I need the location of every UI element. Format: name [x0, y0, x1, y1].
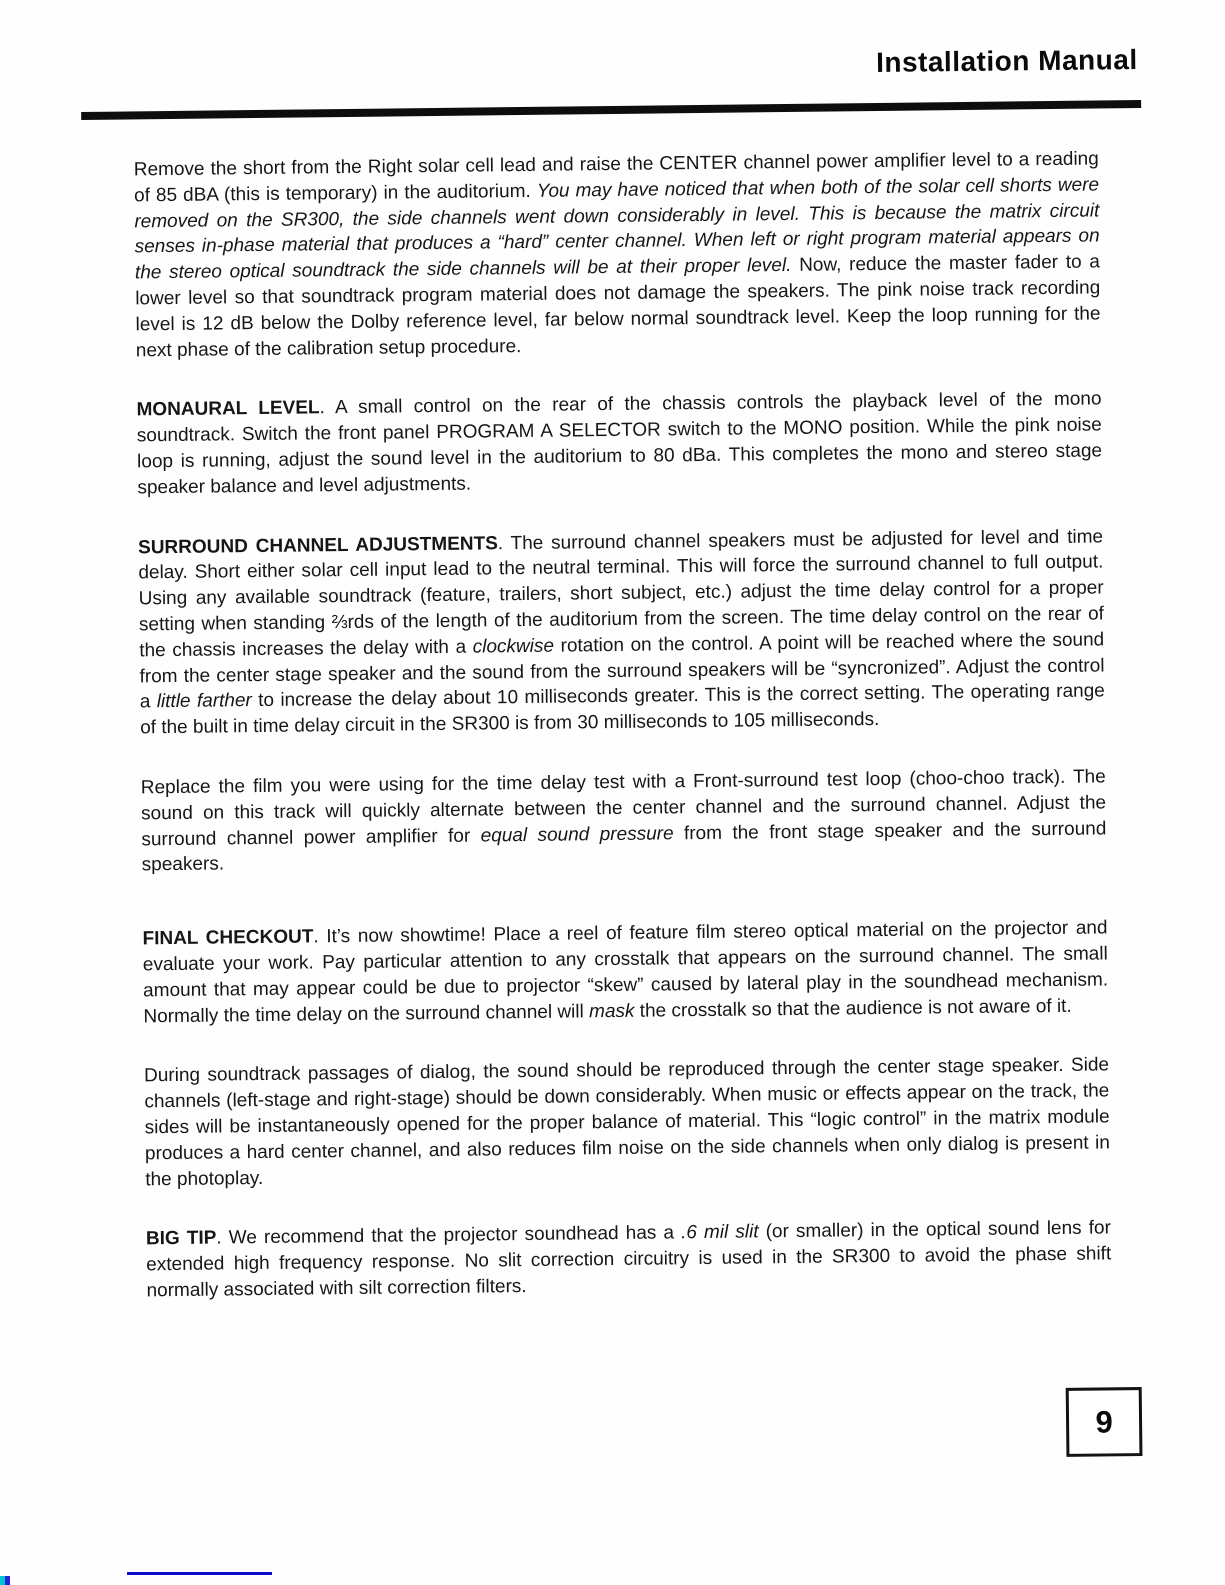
text-run-italic: equal sound pressure — [480, 822, 674, 847]
text-run-regular: Replace the film you were using for the time delay test with a Front-surround test loop (choo-choo track). The sound on this track will quickly alternate between the center channel and the surround channel. Adjust the surround channel power amplifier for — [140, 766, 1107, 850]
text-run-regular: Remove the short from the Right solar cell lead and raise the CENTER channel power amplifier level to a reading of 85 dBA (this is temporary) in the auditorium. — [133, 148, 1099, 207]
text-run-regular: . The surround channel speakers must be adjusted for level and time delay. Short either solar cell input lead to the neutral terminal. This will force the surround channel to full output. Using any available soundtrack (feature, trailers, short subject, etc.) adjust the time delay control for a proper setting when standing ⅔rds of the length of the auditorium from the screen. The time delay control on the rear of the chassis increases the delay with a — [138, 525, 1105, 662]
text-run-regular: (or smaller) in the optical sound lens for extended high frequency response. No slit correction circuitry is used in the SR300 to avoid the phase shift normally associated with silt correction filters. — [146, 1217, 1112, 1302]
text-run-regular: Now, reduce the master fader to a lower level so that soundtrack program material does not damage the speakers. The pink noise track recording level is 12 dB below the Dolby reference level, far below normal soundtrack level. Keep the loop running for the next phase of the calibration setup procedure. — [135, 251, 1101, 361]
paragraph-replace-film — [141, 764, 1107, 878]
text-run-bold: MONAURAL LEVEL — [136, 397, 320, 421]
footer-underline-annotation — [127, 1572, 272, 1575]
text-run-bold: FINAL CHECKOUT — [142, 926, 314, 950]
paragraph-big-tip — [146, 1216, 1112, 1304]
text-run-italic: You may have noticed that when both of the solar cell shorts were removed on the SR300, the side channels went down considerably in level. This is because the matrix circuit senses in-phase material that produces a “hard” center channel. When left or right program material appears on the stereo optical soundtrack the side channels will be at their proper level. — [134, 174, 1100, 284]
page-number-box — [1066, 1387, 1143, 1457]
text-run-regular: rotation on the control. A point will be reached where the sound from the center stage speaker and the sound from the surround speakers will be “syncronized”. Adjust the control a — [139, 629, 1105, 713]
text-run-regular: . A small control on the rear of the chassis controls the playback level of the mono soundtrack. Switch the front panel PROGRAM A SELECTOR switch to the MONO position. While the pink noise loop is running, adjust the sound level in the auditorium to 80 dBa. This completes the mono and stereo stage speaker balance and level adjustments. — [136, 388, 1103, 499]
text-run-italic: mask — [588, 1000, 635, 1022]
paragraph-intro — [134, 146, 1101, 363]
corner-scan-artifact — [0, 1576, 10, 1585]
page-number: 9 — [1095, 1403, 1113, 1440]
text-run-regular: to increase the delay about 10 milliseconds greater. This is the correct setting. The operating range of the built in time delay circuit in the SR300 is from 30 milliseconds to 105 milliseconds. — [140, 680, 1105, 739]
text-run-italic: .6 mil slit — [680, 1221, 759, 1244]
paragraph-final-checkout — [142, 916, 1108, 1030]
header-rule — [81, 100, 1141, 120]
text-run-regular: the crosstalk so that the audience is not aware of it. — [634, 995, 1072, 1022]
text-run-regular: . It’s now showtime! Place a reel of feature film stereo optical material on the projector and evaluate your work. Pay particular attention to any crosstalk that appears on the surround channel. The small amount that may appear could be due to projector “skew” caused by lateral play in the soundhead mechanism. Normally the time delay on the surround channel will — [142, 917, 1109, 1027]
page-title: Installation Manual — [875, 44, 1138, 78]
paragraph-surround-channel-adjustments — [138, 524, 1105, 741]
text-run-regular: During soundtrack passages of dialog, the sound should be reproduced through the center stage speaker. Side channels (left-stage and right-stage) should be down considerably. When music or effects appear on the track, the sides will be instantaneously opened for the proper balance of material. This “logic control” in the matrix module produces a hard center channel, and also reduces film noise on the side channels when only dialog is present in the photoplay. — [143, 1054, 1111, 1190]
text-run-bold: BIG TIP — [145, 1227, 217, 1250]
paragraph-during-soundtrack — [144, 1053, 1110, 1193]
paragraph-monaural-level — [136, 387, 1102, 501]
body-text — [134, 146, 1112, 1338]
text-run-italic: clockwise — [472, 635, 555, 658]
text-run-regular: from the front stage speaker and the surround speakers. — [141, 817, 1107, 876]
text-run-regular: . We recommend that the projector soundhead has a — [216, 1222, 682, 1249]
text-run-italic: little farther — [156, 690, 252, 713]
text-run-bold: SURROUND CHANNEL ADJUSTMENTS — [137, 532, 498, 558]
